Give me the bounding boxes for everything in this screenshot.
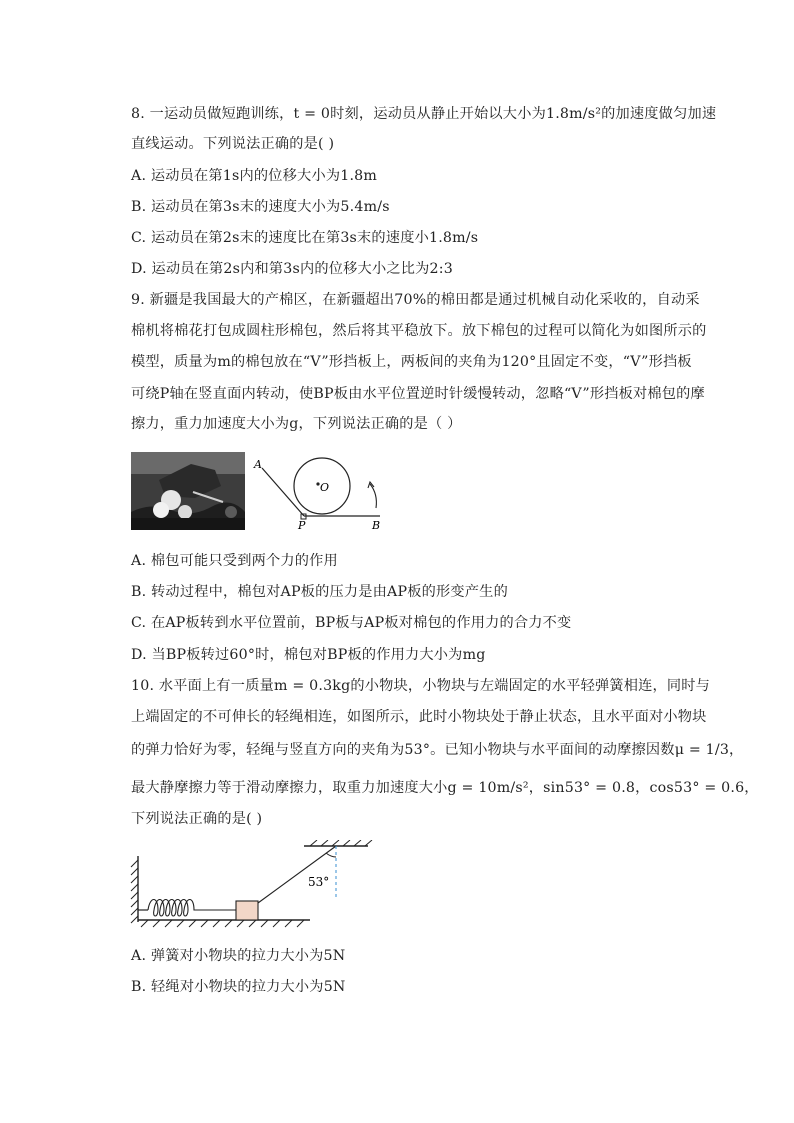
label-o: O [320,481,330,494]
label-a: A [254,458,262,471]
q9-option-c: C. 在AP板转到水平位置前，BP板与AP板对棉包的作用力的合力不变 [131,615,572,631]
v-board-diagram [250,450,390,530]
q8-option-d: D. 运动员在第2s内和第3s内的位移大小之比为2:3 [131,261,453,277]
q8-stem-line-2: 直线运动。下列说法正确的是( ) [131,136,335,152]
q9-option-b: B. 转动过程中，棉包对AP板的压力是由AP板的形变产生的 [131,584,508,600]
q9-option-a: A. 棉包可能只受到两个力的作用 [131,553,338,569]
q9-stem-line-4: 可绕P轴在竖直面内转动，使BP板由水平位置逆时针缓慢转动，忽略“V”形挡板对棉包的摩 [131,386,705,402]
q10-stem-line-2: 上端固定的不可伸长的轻绳相连，如图所示，此时小物块处于静止状态，且水平面对小物块 [131,709,707,725]
q10-stem-line-4: 最大静摩擦力等于滑动摩擦力，取重力加速度大小g = 10m/s²，sin53° = 0.8，cos53° = 0.6， [131,780,759,796]
label-b: B [372,519,381,530]
q10-option-b: B. 轻绳对小物块的拉力大小为5N [131,979,346,995]
angle-label: 53° [308,875,330,889]
q9-stem-line-2: 棉机将棉花打包成圆柱形棉包，然后将其平稳放下。放下棉包的过程可以简化为如图所示的 [131,323,707,339]
q9-option-d: D. 当BP板转过60°时，棉包对BP板的作用力大小为mg [131,647,486,663]
q8-option-a: A. 运动员在第1s内的位移大小为1.8m [131,168,378,184]
q8-option-c: C. 运动员在第2s末的速度比在第3s末的速度小1.8m/s [131,230,479,246]
cotton-picker-photo [131,452,245,530]
q10-stem-line-5: 下列说法正确的是( ) [131,811,263,827]
q9-stem-line-5: 擦力，重力加速度大小为g，下列说法正确的是（ ） [131,416,462,432]
q10-stem-line-1: 10. 水平面上有一质量m = 0.3kg的小物块，小物块与左端固定的水平轻弹簧相连，同时与 [131,678,711,694]
q8-stem-line-1: 8. 一运动员做短跑训练，t = 0时刻，运动员从静止开始以大小为1.8m/s²的加速度做匀加速 [131,106,717,122]
spring-rope-diagram [128,840,373,930]
q10-option-a: A. 弹簧对小物块的拉力大小为5N [131,948,346,964]
q9-stem-line-3: 模型，质量为m的棉包放在“V”形挡板上，两板间的夹角为120°且固定不变，“V”形挡板 [131,354,692,370]
q10-stem-line-3: 的弹力恰好为零，轻绳与竖直方向的夹角为53°。已知小物块与水平面间的动摩擦因数μ = 1/3， [131,742,744,758]
q8-option-b: B. 运动员在第3s末的速度大小为5.4m/s [131,199,390,215]
q9-stem-line-1: 9. 新疆是我国最大的产棉区，在新疆超出70%的棉田都是通过机械自动化采收的，自动采 [131,292,700,308]
label-p: P [298,519,306,530]
